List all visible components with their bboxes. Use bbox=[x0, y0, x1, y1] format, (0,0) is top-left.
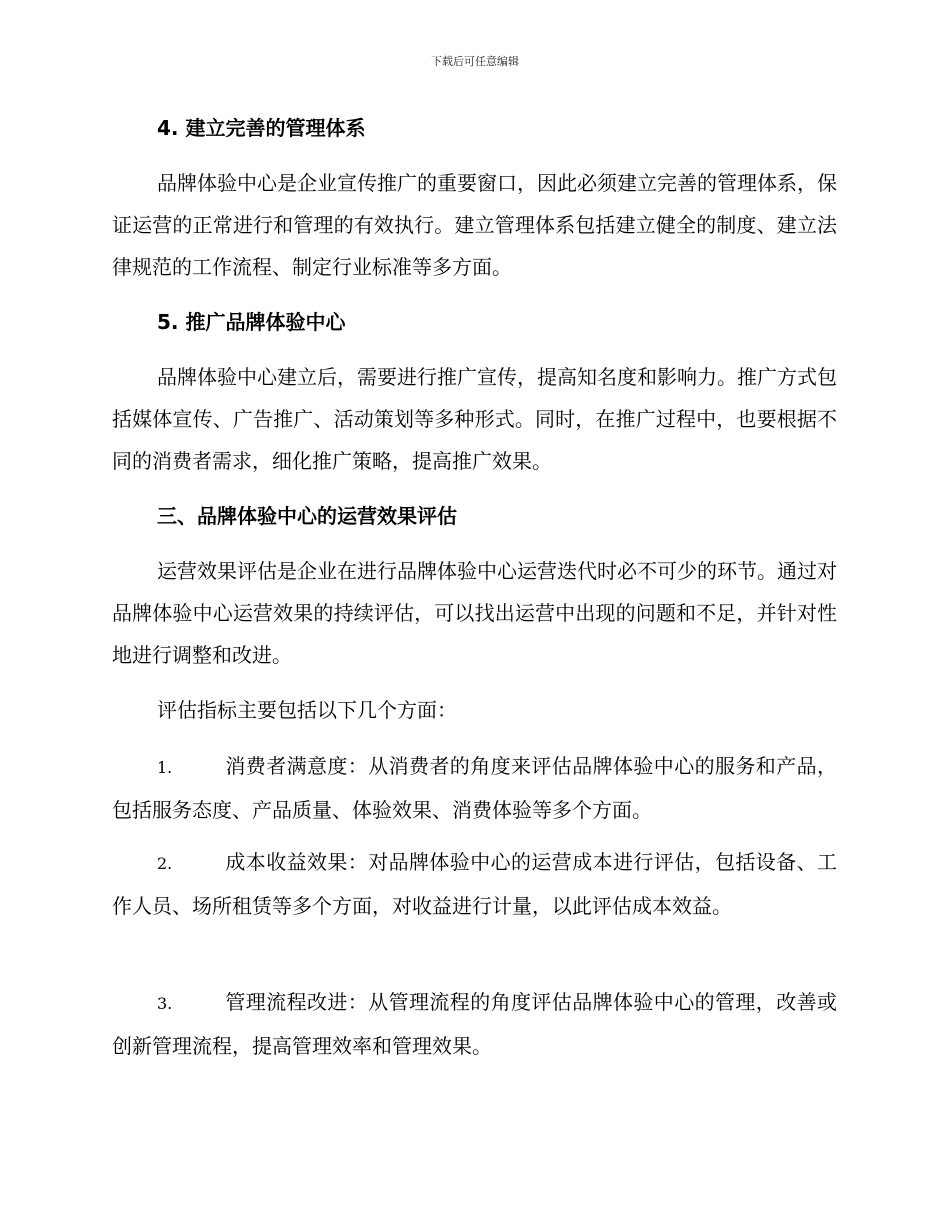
section-3-heading: 三、品牌体验中心的运营效果评估 bbox=[157, 504, 457, 528]
page-header: 下载后可任意编辑 bbox=[431, 55, 519, 68]
section-5-body: 品牌体验中心建立后，需要进行推广宣传，提高知名度和影响力。推广方式包括媒体宣传、广告推广、活动策划等多种形式。同时，在推广过程中，也要根据不同的消费者需求，细化推广策略，提高推广效果。 bbox=[112, 365, 837, 473]
list-item-text: 管理流程改进：从管理流程的角度评估品牌体验中心的管理，改善或创新管理流程，提高管理效率和管理效果。 bbox=[112, 990, 837, 1058]
section-4-body: 品牌体验中心是企业宣传推广的重要窗口，因此必须建立完善的管理体系，保证运营的正常进行和管理的有效执行。建立管理体系包括建立健全的制度、建立法律规范的工作流程、制定行业标准等多方面。 bbox=[112, 171, 837, 279]
list-item-text: 消费者满意度：从消费者的角度来评估品牌体验中心的服务和产品，包括服务态度、产品质量、体验效果、消费体验等多个方面。 bbox=[112, 754, 837, 822]
list-item-number: 2. bbox=[157, 854, 173, 873]
list-item-number: 3. bbox=[157, 994, 173, 1013]
section-3-body: 运营效果评估是企业在进行品牌体验中心运营迭代时必不可少的环节。通过对品牌体验中心运营效果的持续评估，可以找出运营中出现的问题和不足，并针对性地进行调整和改进。 bbox=[112, 559, 837, 667]
section-4-heading: 4. 建立完善的管理体系 bbox=[157, 116, 366, 140]
list-item bbox=[112, 745, 837, 831]
list-item bbox=[112, 841, 837, 927]
indicators-intro: 评估指标主要包括以下几个方面： bbox=[157, 698, 457, 722]
list-item-number: 1. bbox=[157, 758, 173, 777]
section-5-heading: 5. 推广品牌体验中心 bbox=[157, 310, 346, 334]
list-item-text: 成本收益效果：对品牌体验中心的运营成本进行评估，包括设备、工作人员、场所租赁等多个方面，对收益进行计量，以此评估成本效益。 bbox=[112, 850, 837, 918]
list-item bbox=[112, 981, 837, 1067]
